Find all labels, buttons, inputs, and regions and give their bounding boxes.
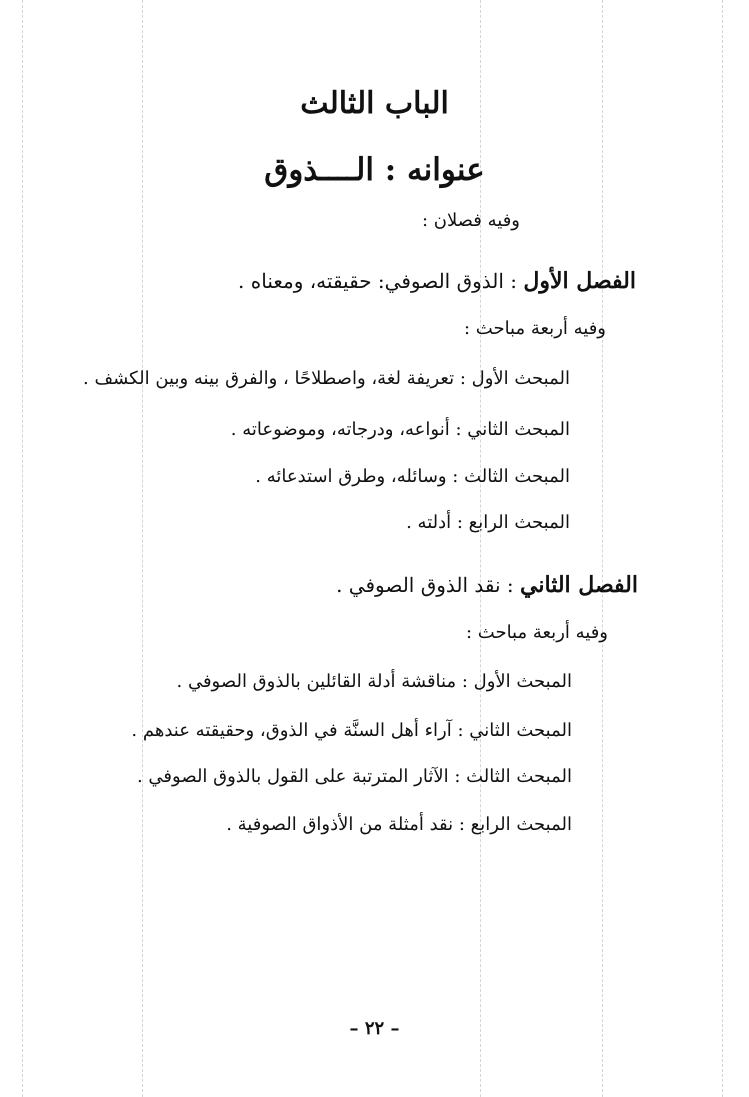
subject-heading: عنوانه : الــــذوق [264,152,485,188]
chapter-1-section-4: المبحث الرابع : أدلته . [406,512,570,533]
chapter-1-section-3: المبحث الثالث : وسائله، وطرق استدعائه . [255,466,570,487]
chapter-2-section-2: المبحث الثاني : آراء أهل السنَّة في الذوق، وحقيقته عندهم . [131,720,572,741]
chapter-1-section-2: المبحث الثاني : أنواعه، ودرجاته، وموضوعاته . [230,419,570,440]
part-title: الباب الثالث [300,86,449,121]
chapter-2-section-4: المبحث الرابع : نقد أمثلة من الأذواق الصوفية . [226,814,572,835]
chapter-1-heading [238,268,636,294]
chapter-2-heading [336,572,638,598]
chapter-2-label: الفصل الثاني [520,572,638,598]
chapter-1-label: الفصل الأول [523,268,636,294]
book-intro: وفيه فصلان : [421,210,520,231]
chapter-2-section-3: المبحث الثالث : الآثار المترتبة على القول بالذوق الصوفي . [136,766,572,787]
chapter-1-title: : الذوق الصوفي: حقيقته، ومعناه . [238,269,524,293]
chapter-2-intro: وفيه أربعة مباحث : [465,622,608,643]
page-number: – ٢٢ – [349,1018,400,1039]
chapter-1-intro: وفيه أربعة مباحث : [463,318,606,339]
chapter-1-section-1: المبحث الأول : تعريفة لغة، واصطلاحًا ، والفرق بينه وبين الكشف . [83,368,570,389]
chapter-2-section-1: المبحث الأول : مناقشة أدلة القائلين بالذوق الصوفي . [176,671,572,692]
chapter-2-title: : نقد الذوق الصوفي . [336,573,521,597]
